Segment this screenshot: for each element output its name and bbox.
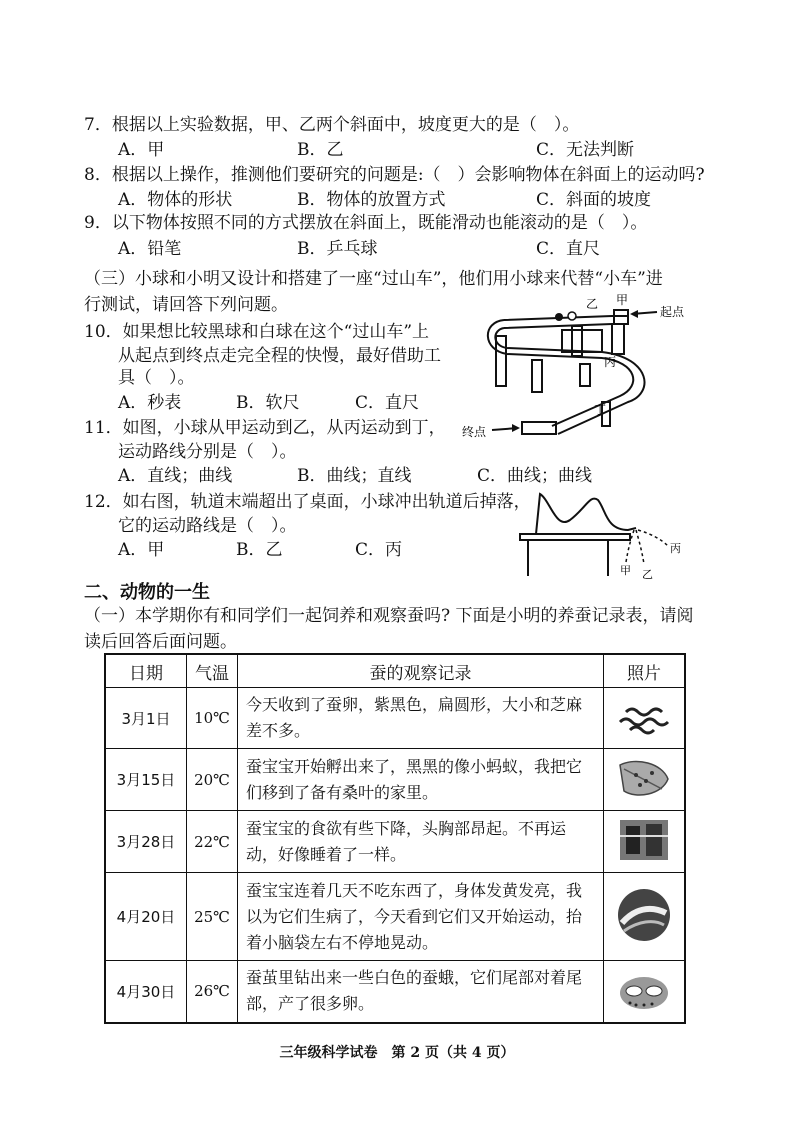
row-temp: 22℃ (187, 811, 238, 873)
q8-option-c[interactable]: C．斜面的坡度 (536, 190, 652, 210)
table-row (105, 749, 685, 811)
row-date: 4月30日 (105, 961, 187, 1023)
table-header-row (105, 654, 685, 688)
q11-stem-line2: 运动路线分别是（ ）。 (118, 442, 297, 462)
coaster-label-yi: 乙 (586, 297, 599, 311)
part1-intro-line1: （一）本学期你有和同学们一起饲养和观察蚕吗? 下面是小明的养蚕记录表，请阅 (84, 606, 694, 626)
q12-stem-line2: 它的运动路线是（ ）。 (118, 516, 297, 536)
row-temp: 10℃ (187, 688, 238, 749)
row-record: 蚕宝宝的食欲有些下降，头胸部昂起。不再运动，好像睡着了一样。 (238, 811, 604, 873)
q10-option-c[interactable]: C．直尺 (355, 393, 420, 413)
page-footer: 三年级科学试卷 第 2 页（共 4 页） (279, 1045, 515, 1061)
q10-option-a[interactable]: A．秒表 (118, 393, 182, 413)
part3-intro-line2: 行测试，请回答下列问题。 (84, 295, 288, 315)
row-record: 蚕茧里钻出来一些白色的蚕蛾，它们尾部对着尾部，产了很多卵。 (238, 961, 604, 1023)
q10-stem-line3: 具（ ）。 (118, 368, 195, 388)
q12-option-c[interactable]: C．丙 (355, 540, 403, 560)
row-temp: 26℃ (187, 961, 238, 1023)
silkworm-eggs-photo (604, 688, 686, 749)
silkworm-record-table (104, 653, 686, 1024)
q9-option-a[interactable]: A．铅笔 (118, 239, 182, 259)
q10-stem-line1: 10．如果想比较黑球和白球在这个“过山车”上 (84, 322, 430, 342)
q7-option-c[interactable]: C．无法判断 (536, 140, 635, 160)
part1-intro-line2: 读后回答后面问题。 (84, 632, 237, 652)
q12-option-a[interactable]: A．甲 (118, 540, 165, 560)
row-temp: 25℃ (187, 873, 238, 961)
row-record: 蚕宝宝开始孵出来了，黑黑的像小蚂蚁，我把它们移到了备有桑叶的家里。 (238, 749, 604, 811)
row-date: 3月1日 (105, 688, 187, 749)
roller-coaster-figure (462, 290, 708, 450)
q8-stem: 8．根据以上操作，推测他们要研究的问题是:（ ）会影响物体在斜面上的运动吗? (84, 165, 705, 185)
part3-intro-line1: （三）小球和小明又设计和搭建了一座“过山车”，他们用小球来代替“小车”进 (84, 269, 663, 289)
silkworm-moving-photo (604, 873, 686, 961)
section2-title: 二、动物的一生 (84, 582, 210, 603)
q9-option-c[interactable]: C．直尺 (536, 239, 601, 259)
header-date: 日期 (105, 654, 187, 688)
header-photo: 照片 (604, 654, 686, 688)
row-temp: 20℃ (187, 749, 238, 811)
q10-stem-line2: 从起点到终点走完全程的快慢，最好借助工 (118, 346, 441, 366)
q9-stem: 9．以下物体按照不同的方式摆放在斜面上，既能滑动也能滚动的是（ ）。 (84, 213, 648, 233)
drop-label-jia: 甲 (620, 564, 631, 577)
q11-option-a[interactable]: A．直线；曲线 (118, 466, 233, 486)
q12-option-b[interactable]: B．乙 (236, 540, 283, 560)
coaster-label-start: 起点 (660, 305, 685, 319)
coaster-label-end: 终点 (462, 425, 487, 439)
table-row (105, 873, 685, 961)
silkworm-molting-photo (604, 811, 686, 873)
silkworm-moth-photo (604, 961, 686, 1023)
row-date: 3月15日 (105, 749, 187, 811)
q8-option-b[interactable]: B．物体的放置方式 (297, 190, 446, 210)
q11-option-b[interactable]: B．曲线；直线 (297, 466, 412, 486)
q9-option-b[interactable]: B．乒乓球 (297, 239, 378, 259)
drop-label-bing: 丙 (670, 542, 681, 555)
coaster-label-bing: 丙 (604, 355, 617, 369)
table-row (105, 811, 685, 873)
row-record: 蚕宝宝连着几天不吃东西了，身体发黄发亮，我以为它们生病了，今天看到它们又开始运动，抬着小脑袋左右不停地晃动。 (238, 873, 604, 961)
table-row (105, 688, 685, 749)
table-row (105, 961, 685, 1023)
header-temp: 气温 (187, 654, 238, 688)
q12-stem-line1: 12．如右图，轨道末端超出了桌面，小球冲出轨道后掉落， (84, 492, 531, 512)
row-date: 3月28日 (105, 811, 187, 873)
header-record: 蚕的观察记录 (238, 654, 604, 688)
row-record: 今天收到了蚕卵，紫黑色，扁圆形，大小和芝麻差不多。 (238, 688, 604, 749)
row-date: 4月20日 (105, 873, 187, 961)
track-drop-figure (516, 490, 686, 580)
q11-option-c[interactable]: C．曲线；曲线 (477, 466, 593, 486)
q7-option-a[interactable]: A．甲 (118, 140, 165, 160)
drop-label-yi: 乙 (642, 568, 653, 580)
q10-option-b[interactable]: B．软尺 (236, 393, 300, 413)
q11-stem-line1: 11．如图，小球从甲运动到乙，从丙运动到丁， (84, 418, 446, 438)
silkworm-on-leaf-photo (604, 749, 686, 811)
q8-option-a[interactable]: A．物体的形状 (118, 190, 233, 210)
coaster-label-ding: 丁 (594, 403, 607, 417)
q7-option-b[interactable]: B．乙 (297, 140, 344, 160)
coaster-label-jia: 甲 (616, 293, 629, 307)
q7-stem: 7．根据以上实验数据，甲、乙两个斜面中，坡度更大的是（ ）。 (84, 115, 580, 135)
